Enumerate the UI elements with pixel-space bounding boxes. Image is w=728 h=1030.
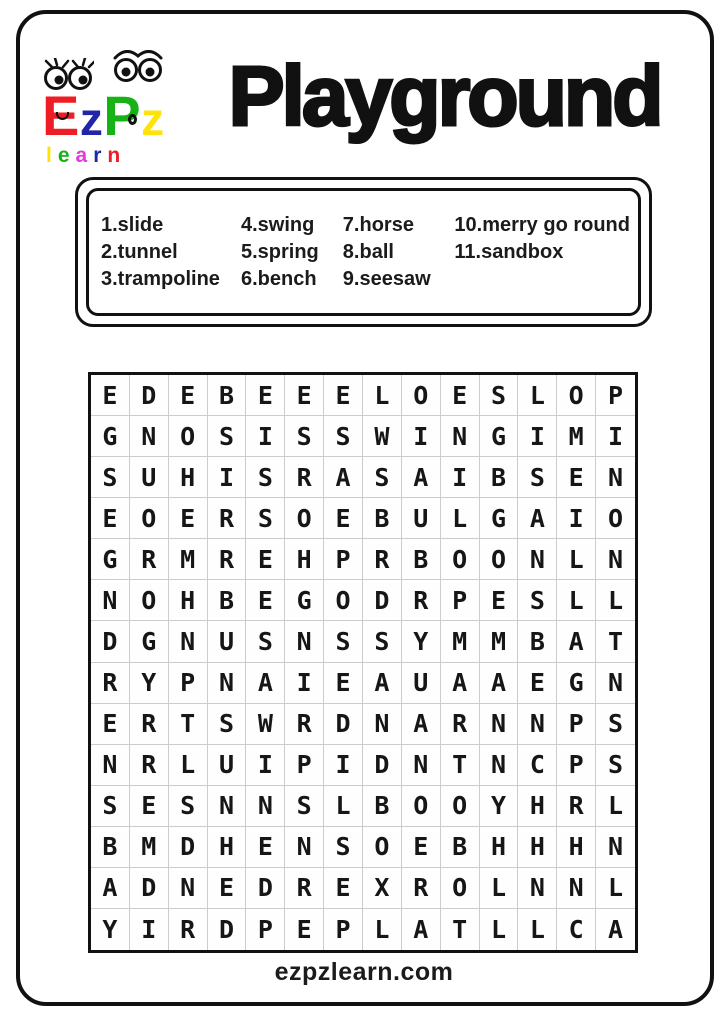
grid-cell: R bbox=[363, 539, 402, 580]
word-item: 4.swing bbox=[240, 213, 315, 236]
grid-cell: A bbox=[402, 909, 441, 950]
logo-letter: e bbox=[57, 144, 76, 167]
word-item: 5.spring bbox=[240, 240, 319, 263]
grid-cell: N bbox=[480, 745, 519, 786]
grid-cell: S bbox=[246, 621, 285, 662]
grid-cell: S bbox=[480, 375, 519, 416]
grid-cell: S bbox=[208, 704, 247, 745]
grid-cell: O bbox=[441, 786, 480, 827]
grid-cell: H bbox=[169, 457, 208, 498]
grid-cell: I bbox=[246, 745, 285, 786]
grid-cell: B bbox=[208, 375, 247, 416]
word-item: 1.slide bbox=[101, 213, 164, 236]
grid-cell: E bbox=[285, 909, 324, 950]
grid-cell: P bbox=[169, 663, 208, 704]
footer-url: ezpzlearn.com bbox=[274, 958, 454, 986]
grid-cell: U bbox=[130, 457, 169, 498]
grid-cell: G bbox=[285, 580, 324, 621]
grid-cell: I bbox=[130, 909, 169, 950]
grid-cell: N bbox=[480, 704, 519, 745]
grid-cell: C bbox=[518, 745, 557, 786]
grid-cell: A bbox=[441, 663, 480, 704]
grid-cell: D bbox=[130, 375, 169, 416]
grid-cell: P bbox=[557, 704, 596, 745]
grid-cell: E bbox=[324, 375, 363, 416]
grid-cell: L bbox=[596, 580, 635, 621]
grid-cell: N bbox=[208, 786, 247, 827]
word-item: 9.seesaw bbox=[342, 267, 431, 290]
grid-cell: E bbox=[480, 580, 519, 621]
grid-cell: E bbox=[208, 868, 247, 909]
grid-cell: E bbox=[91, 498, 130, 539]
word-item: 3.trampoline bbox=[101, 267, 220, 290]
grid-cell: S bbox=[518, 580, 557, 621]
grid-cell: S bbox=[596, 745, 635, 786]
grid-cell: E bbox=[169, 498, 208, 539]
grid-cell: O bbox=[130, 580, 169, 621]
grid-cell: O bbox=[557, 375, 596, 416]
grid-cell: B bbox=[518, 621, 557, 662]
grid-cell: L bbox=[557, 580, 596, 621]
logo-letter: r bbox=[93, 144, 108, 167]
grid-cell: N bbox=[518, 704, 557, 745]
grid-cell: O bbox=[402, 375, 441, 416]
grid-cell: R bbox=[285, 868, 324, 909]
grid-cell: E bbox=[285, 375, 324, 416]
grid-cell: O bbox=[169, 416, 208, 457]
grid-cell: A bbox=[363, 663, 402, 704]
grid-cell: O bbox=[285, 498, 324, 539]
grid-cell: M bbox=[557, 416, 596, 457]
grid-cell: A bbox=[402, 457, 441, 498]
grid-cell: N bbox=[91, 745, 130, 786]
word-list-column bbox=[241, 212, 343, 293]
grid-cell: R bbox=[130, 539, 169, 580]
grid-cell: O bbox=[324, 580, 363, 621]
grid-cell: E bbox=[91, 375, 130, 416]
grid-cell: S bbox=[169, 786, 208, 827]
logo-letter: z bbox=[79, 93, 101, 145]
grid-cell: P bbox=[441, 580, 480, 621]
grid-cell: W bbox=[246, 704, 285, 745]
grid-cell: O bbox=[441, 868, 480, 909]
grid-cell: R bbox=[130, 704, 169, 745]
grid-cell: S bbox=[285, 786, 324, 827]
grid-cell: L bbox=[518, 909, 557, 950]
grid-cell: S bbox=[324, 827, 363, 868]
grid-cell: L bbox=[324, 786, 363, 827]
grid-cell: P bbox=[285, 745, 324, 786]
grid-cell: L bbox=[596, 786, 635, 827]
grid-cell: T bbox=[596, 621, 635, 662]
grid-cell: G bbox=[480, 416, 519, 457]
ezpz-learn-logo bbox=[42, 56, 197, 168]
grid-cell: E bbox=[402, 827, 441, 868]
grid-cell: L bbox=[441, 498, 480, 539]
grid-cell: G bbox=[557, 663, 596, 704]
grid-cell: S bbox=[91, 786, 130, 827]
grid-cell: I bbox=[518, 416, 557, 457]
page-title: Playground bbox=[228, 49, 661, 143]
grid-cell: N bbox=[596, 663, 635, 704]
word-item: 6.bench bbox=[240, 267, 317, 290]
grid-cell: N bbox=[596, 827, 635, 868]
grid-cell: E bbox=[246, 375, 285, 416]
grid-cell: C bbox=[557, 909, 596, 950]
grid-cell: U bbox=[208, 745, 247, 786]
grid-cell: E bbox=[246, 580, 285, 621]
grid-cell: L bbox=[363, 909, 402, 950]
grid-cell: B bbox=[363, 498, 402, 539]
grid-cell: R bbox=[208, 539, 247, 580]
grid-cell: Y bbox=[130, 663, 169, 704]
grid-cell: E bbox=[441, 375, 480, 416]
grid-cell: N bbox=[208, 663, 247, 704]
grid-cell: E bbox=[246, 539, 285, 580]
word-item: 7.horse bbox=[342, 213, 414, 236]
word-list-column bbox=[343, 212, 455, 293]
grid-cell: L bbox=[363, 375, 402, 416]
grid-cell: T bbox=[169, 704, 208, 745]
grid-cell: A bbox=[518, 498, 557, 539]
grid-cell: E bbox=[518, 663, 557, 704]
grid-cell: L bbox=[557, 539, 596, 580]
grid-cell: B bbox=[441, 827, 480, 868]
grid-cell: S bbox=[518, 457, 557, 498]
word-list-column bbox=[101, 212, 241, 293]
grid-cell: B bbox=[363, 786, 402, 827]
grid-cell: E bbox=[91, 704, 130, 745]
word-list-box bbox=[75, 177, 652, 327]
grid-cell: L bbox=[480, 909, 519, 950]
grid-cell: D bbox=[169, 827, 208, 868]
grid-cell: G bbox=[480, 498, 519, 539]
grid-cell: A bbox=[91, 868, 130, 909]
grid-cell: L bbox=[169, 745, 208, 786]
grid-cell: N bbox=[246, 786, 285, 827]
grid-cell: H bbox=[518, 786, 557, 827]
grid-cell: I bbox=[402, 416, 441, 457]
grid-cell: T bbox=[441, 745, 480, 786]
grid-cell: N bbox=[596, 539, 635, 580]
grid-cell: R bbox=[441, 704, 480, 745]
grid-cell: E bbox=[324, 663, 363, 704]
grid-cell: N bbox=[441, 416, 480, 457]
grid-cell: S bbox=[246, 498, 285, 539]
grid-cell: M bbox=[480, 621, 519, 662]
grid-cell: R bbox=[285, 704, 324, 745]
grid-cell: S bbox=[324, 621, 363, 662]
grid-cell: S bbox=[91, 457, 130, 498]
grid-cell: I bbox=[324, 745, 363, 786]
grid-cell: S bbox=[596, 704, 635, 745]
grid-cell: X bbox=[363, 868, 402, 909]
grid-cell: E bbox=[169, 375, 208, 416]
grid-cell: I bbox=[246, 416, 285, 457]
grid-cell: P bbox=[324, 909, 363, 950]
grid-cell: P bbox=[596, 375, 635, 416]
logo-letter: E bbox=[42, 84, 78, 147]
logo-learn-text bbox=[46, 144, 126, 168]
grid-cell: O bbox=[363, 827, 402, 868]
grid-cell: U bbox=[402, 498, 441, 539]
grid-cell: U bbox=[208, 621, 247, 662]
grid-cell: N bbox=[518, 539, 557, 580]
grid-cell: N bbox=[285, 827, 324, 868]
grid-cell: S bbox=[324, 416, 363, 457]
grid-cell: A bbox=[402, 704, 441, 745]
grid-cell: N bbox=[130, 416, 169, 457]
grid-cell: N bbox=[557, 868, 596, 909]
grid-cell: A bbox=[596, 909, 635, 950]
grid-cell: D bbox=[363, 745, 402, 786]
word-item: 8.ball bbox=[342, 240, 394, 263]
grid-cell: R bbox=[130, 745, 169, 786]
grid-cell: E bbox=[130, 786, 169, 827]
grid-cell: N bbox=[402, 745, 441, 786]
grid-cell: Y bbox=[91, 909, 130, 950]
grid-cell: P bbox=[246, 909, 285, 950]
grid-cell: S bbox=[208, 416, 247, 457]
grid-cell: D bbox=[363, 580, 402, 621]
grid-cell: M bbox=[130, 827, 169, 868]
grid-cell: R bbox=[91, 663, 130, 704]
grid-cell: D bbox=[246, 868, 285, 909]
grid-cell: A bbox=[557, 621, 596, 662]
grid-cell: M bbox=[441, 621, 480, 662]
grid-cell: R bbox=[557, 786, 596, 827]
grid-cell: T bbox=[441, 909, 480, 950]
grid-cell: L bbox=[518, 375, 557, 416]
grid-cell: R bbox=[285, 457, 324, 498]
grid-cell: G bbox=[91, 539, 130, 580]
grid-cell: O bbox=[441, 539, 480, 580]
grid-cell: G bbox=[130, 621, 169, 662]
logo-letter: l bbox=[46, 144, 58, 167]
grid-cell: H bbox=[518, 827, 557, 868]
grid-cell: Y bbox=[402, 621, 441, 662]
grid-cell: N bbox=[169, 621, 208, 662]
grid-cell: D bbox=[130, 868, 169, 909]
grid-cell: R bbox=[402, 868, 441, 909]
logo-letter: a bbox=[75, 144, 94, 167]
grid-cell: E bbox=[557, 457, 596, 498]
logo-letter: P bbox=[103, 84, 139, 147]
grid-cell: Y bbox=[480, 786, 519, 827]
grid-cell: O bbox=[596, 498, 635, 539]
grid-cell: L bbox=[480, 868, 519, 909]
word-list-column bbox=[454, 212, 630, 293]
logo-letter: z bbox=[141, 93, 163, 145]
grid-cell: M bbox=[169, 539, 208, 580]
word-item bbox=[454, 266, 630, 293]
grid-cell: N bbox=[363, 704, 402, 745]
grid-cell: G bbox=[91, 416, 130, 457]
puzzle-grid bbox=[88, 372, 638, 953]
grid-cell: L bbox=[596, 868, 635, 909]
grid-cell: R bbox=[208, 498, 247, 539]
grid-cell: I bbox=[441, 457, 480, 498]
grid-cell: R bbox=[169, 909, 208, 950]
grid-cell: I bbox=[285, 663, 324, 704]
grid-cell: O bbox=[480, 539, 519, 580]
grid-cell: B bbox=[480, 457, 519, 498]
grid-cell: S bbox=[246, 457, 285, 498]
grid-cell: I bbox=[596, 416, 635, 457]
grid-cell: H bbox=[557, 827, 596, 868]
grid-cell: A bbox=[480, 663, 519, 704]
grid-cell: O bbox=[130, 498, 169, 539]
grid-cell: B bbox=[91, 827, 130, 868]
grid-cell: P bbox=[557, 745, 596, 786]
grid-cell: N bbox=[285, 621, 324, 662]
grid-cell: A bbox=[246, 663, 285, 704]
grid-cell: P bbox=[324, 539, 363, 580]
grid-cell: B bbox=[208, 580, 247, 621]
grid-cell: N bbox=[518, 868, 557, 909]
grid-cell: D bbox=[324, 704, 363, 745]
logo-letter: n bbox=[107, 144, 127, 167]
word-item: 2.tunnel bbox=[101, 240, 178, 263]
grid-cell: W bbox=[363, 416, 402, 457]
grid-cell: S bbox=[363, 621, 402, 662]
grid-cell: S bbox=[285, 416, 324, 457]
grid-cell: I bbox=[557, 498, 596, 539]
grid-cell: H bbox=[480, 827, 519, 868]
grid-cell: O bbox=[402, 786, 441, 827]
grid-cell: B bbox=[402, 539, 441, 580]
grid-cell: H bbox=[208, 827, 247, 868]
grid-cell: H bbox=[285, 539, 324, 580]
grid-cell: E bbox=[324, 868, 363, 909]
grid-cell: U bbox=[402, 663, 441, 704]
o-mouth-icon bbox=[128, 114, 137, 125]
grid-cell: R bbox=[402, 580, 441, 621]
grid-cell: E bbox=[246, 827, 285, 868]
word-list-inner-box bbox=[86, 188, 641, 316]
grid-cell: E bbox=[324, 498, 363, 539]
grid-cell: N bbox=[169, 868, 208, 909]
grid-cell: I bbox=[208, 457, 247, 498]
grid-cell: H bbox=[169, 580, 208, 621]
grid-cell: A bbox=[324, 457, 363, 498]
grid-cell: D bbox=[208, 909, 247, 950]
grid-cell: S bbox=[363, 457, 402, 498]
grid-cell: N bbox=[596, 457, 635, 498]
googly-eyes-brows-icon bbox=[112, 50, 164, 82]
grid-cell: D bbox=[91, 621, 130, 662]
word-item: 11.sandbox bbox=[454, 240, 564, 263]
grid-cell: N bbox=[91, 580, 130, 621]
word-item: 10.merry go round bbox=[454, 213, 630, 236]
